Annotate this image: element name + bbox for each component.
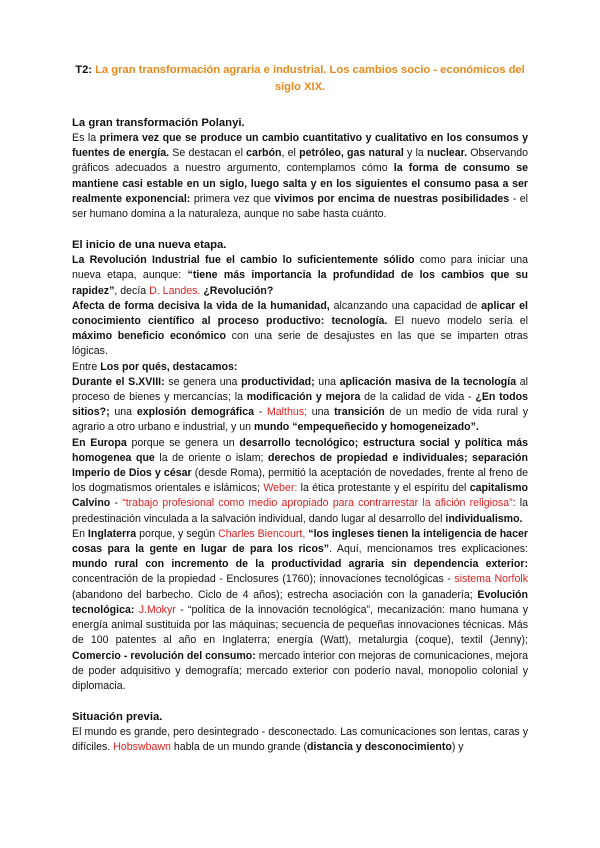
document-page — [72, 62, 528, 756]
text-run: la de oriente o islam; — [154, 451, 269, 464]
author-reference: D. Landes. — [149, 284, 201, 297]
text-run: En — [72, 527, 88, 540]
paragraph — [72, 131, 528, 222]
paragraph — [72, 253, 528, 299]
text-run: la ética protestante y el espíritu del — [297, 482, 470, 495]
text-run: - — [110, 497, 123, 510]
author-reference: sistema Norfolk — [454, 573, 528, 586]
title-label: T2: — [75, 64, 93, 76]
section-body — [72, 253, 528, 694]
text-run: concentración de la propiedad - Enclosures (1760); innovaciones tecnológicas - — [72, 573, 455, 586]
paragraph — [72, 436, 528, 527]
emphasis-text: “los ingleses tienen la inteligencia de hacer cosas para la gente en lugar de para los ricos” — [72, 527, 528, 556]
author-reference: Hobswbawn — [113, 741, 171, 754]
emphasis-text: primera vez que se produce un cambio cuantitativo y cualitativo en los consumos y fuentes de energía. — [72, 132, 528, 160]
emphasis-text: transición — [334, 406, 385, 419]
section-situacion-previa — [72, 710, 528, 755]
emphasis-text: Durante el S.XVIII: — [72, 375, 165, 388]
text-run: ) y — [451, 741, 464, 754]
emphasis-text: individualismo. — [445, 512, 523, 525]
emphasis-text: Evolución tecnológica: — [72, 588, 528, 616]
text-run: : la predestinación vinculada a la salvación individual, dando lugar al desarrollo del — [72, 497, 529, 525]
emphasis-text: nuclear. — [427, 147, 468, 160]
text-run: alcanzando una capacidad de — [329, 299, 482, 312]
text-run: porque se genera un — [126, 436, 240, 449]
emphasis-text: productividad; — [241, 375, 315, 388]
emphasis-text: “tiene más importancia la profundidad de los cambios que su rapidez” — [72, 269, 528, 297]
emphasis-text: mundo “empequeñecido y homogeneizado”. — [253, 421, 479, 434]
text-run: El mundo es grande, pero desintegrado - desconectado. Las comunicaciones son lentas, caras y difíciles. — [72, 726, 528, 754]
section-body — [72, 725, 528, 755]
section-heading: El inicio de una nueva etapa. — [72, 239, 227, 252]
text-run: Observando gráficos adecuados a nuestro argumento, contemplamos cómo — [72, 147, 529, 175]
emphasis-text: Comercio - revolución del consumo: — [72, 649, 256, 662]
emphasis-text: la forma de consumo se mantiene casi estable en un siglo, luego salta y en los siguientes el consumo pasa a ser realmente exponencial: — [72, 162, 528, 205]
text-run: habla de un mundo grande ( — [170, 741, 307, 754]
emphasis-text: distancia y desconocimiento — [307, 741, 452, 754]
text-run: - — [253, 406, 267, 419]
author-reference: Weber: — [263, 482, 298, 495]
text-run: - “política de la innovación tecnológica”, mecanización: mano humana y energía animal sustituida por las máquinas; secuencia de pequeñas innovaciones técnicas. Más de 100 patentes al año en Inglaterra; energía (Watt), metalurgia (coque), textil (Jenny); — [72, 603, 528, 647]
paragraph — [72, 299, 528, 360]
text-run: una — [314, 375, 340, 388]
text-run: (abandono del barbecho. Ciclo de 4 años); estrecha asociación con la ganadería; — [72, 588, 478, 601]
text-run: (desde Roma), permitió la aceptación de novedades, frente al freno de los dogmatismos orientales e islámicos; — [72, 467, 528, 495]
emphasis-text: Inglaterra — [87, 527, 137, 540]
emphasis-text: mundo rural con incremento de la productividad agraria sin dependencia exterior: — [72, 558, 528, 571]
section-polanyi — [72, 116, 528, 222]
text-run: de un medio de vida rural y agrario a otro urbano e industrial, y un — [72, 406, 529, 434]
text-run: una — [109, 406, 137, 419]
text-run: porque, y según — [136, 527, 219, 540]
emphasis-text: máximo beneficio económico — [72, 330, 226, 343]
emphasis-text: derechos de propiedad e individuales; separación Imperio de Dios y césar — [72, 451, 528, 480]
section-heading: La gran transformación Polanyi. — [72, 117, 245, 129]
text-run: mercado interior con mejoras de comunicaciones, mejora de poder adquisitivo y demografía; mercado exterior con poderío naval, monopolio colonial y diplomacia. — [72, 649, 529, 692]
paragraph — [72, 725, 528, 755]
text-run: Entre — [72, 360, 101, 373]
emphasis-text: ¿Revolución? — [200, 284, 274, 297]
emphasis-text: aplicación masiva de la tecnología — [339, 375, 517, 388]
text-run: se genera una — [164, 375, 242, 388]
emphasis-text: ¿En todos sitios?; — [72, 391, 528, 419]
emphasis-text: desarrollo tecnológico; estructura social y política más homogenea que — [72, 436, 528, 464]
text-run: primera vez que — [190, 192, 275, 205]
emphasis-text: aplicar el conocimiento científico al proceso productivo: tecnología. — [72, 299, 528, 328]
text-run: . Aquí, mencionamos tres explicaciones: — [329, 543, 528, 556]
emphasis-text: En Europa — [72, 436, 127, 449]
text-run: , decía — [114, 284, 150, 297]
text-run: El nuevo modelo sería el — [387, 315, 529, 328]
text-run: como para iniciar una nueva etapa, aunque: — [72, 254, 528, 282]
title-text: La gran transformación agraria e industrial. Los cambios socio - económicos del siglo XIX. — [95, 64, 525, 93]
paragraph — [72, 360, 528, 375]
author-reference: Malthus; — [266, 406, 308, 419]
emphasis-text: carbón — [246, 147, 282, 160]
section-body — [72, 131, 528, 222]
section-heading: Situación previa. — [72, 711, 163, 724]
author-reference: Charles Biencourt, — [218, 527, 306, 540]
emphasis-text: capitalismo Calvino — [72, 482, 529, 510]
text-run: al proceso de bienes y mercancías; la — [72, 375, 528, 404]
emphasis-text: vivimos por encima de nuestras posibilidades — [274, 192, 510, 205]
emphasis-text: La Revolución Industrial fue el cambio lo suficientemente sólido — [72, 254, 415, 267]
section-nueva-etapa — [72, 238, 528, 694]
emphasis-text: Los por qués, destacamos: — [100, 360, 238, 373]
text-run: - el ser humano domina a la naturaleza, aunque no sabe hasta cuánto. — [72, 192, 528, 221]
emphasis-text: explosión demográfica — [136, 406, 254, 419]
emphasis-text: Afecta de forma decisiva la vida de la humanidad, — [72, 299, 330, 312]
text-run: de la calidad de vida - — [360, 391, 476, 404]
paragraph — [72, 527, 528, 694]
text-run: y la — [403, 147, 428, 160]
emphasis-text: modificación y mejora — [246, 391, 361, 404]
text-run: Es la — [72, 132, 100, 144]
text-run: con una serie de desajustes en las que se imparten otras lógicas. — [72, 330, 528, 358]
author-reference: J.Mokyr — [138, 603, 176, 616]
text-run: , el — [281, 147, 300, 160]
document-title — [72, 62, 528, 96]
text-run: una — [307, 406, 335, 419]
text-run: Se destacan el — [169, 147, 247, 160]
emphasis-text: petróleo, gas natural — [299, 147, 404, 160]
author-reference: “trabajo profesional como medio apropiado para contrarrestar la afición religiosa” — [122, 497, 513, 510]
paragraph — [72, 375, 528, 436]
